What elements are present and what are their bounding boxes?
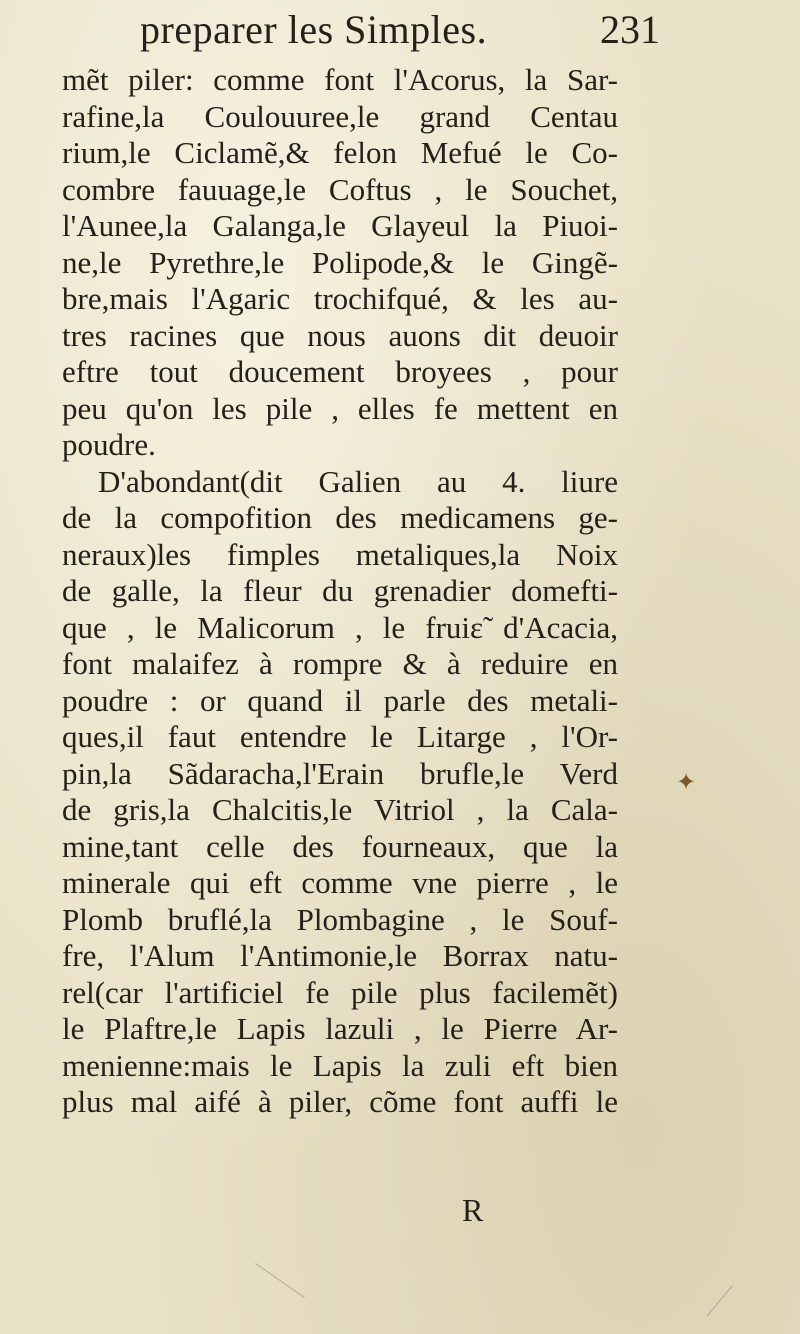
text-line: fre, l'Alum l'Antimonie,le Borrax natu- [62,938,618,973]
signature-mark: R [462,1192,484,1228]
text-line: ques,il faut entendre le Litarge , l'Or- [62,719,618,754]
text-line: l'Aunee,la Galanga,le Glayeul la Piuoi- [62,208,618,243]
text-line: eftre tout doucement broyees , pour [62,354,618,389]
text-line: rium,le Ciclamẽ,& felon Mefué le Co- [62,135,618,170]
text-line: mẽt piler: comme font l'Acorus, la Sar- [62,62,618,97]
text-line: le Plaftre,le Lapis lazuli , le Pierre Ar- [62,1011,618,1046]
text-line: menienne:mais le Lapis la zuli eft bien [62,1047,618,1083]
text-line: peu qu'on les pile , elles fe mettent en [62,390,618,426]
text-line: poudre. [62,427,156,462]
text-line: font malaifez à rompre & à reduire en [62,646,618,681]
text-line: plus mal aifé à piler, cõme font auffi le [62,1084,618,1119]
text-line: tres racines que nous auons dit deuoir [62,317,618,353]
running-title: preparer les Simples. [140,7,488,52]
text-line: bre,mais l'Agaric trochifqué, & les au- [62,281,618,316]
page-number: 231 [600,7,660,52]
text-line: ne,le Pyrethre,le Polipode,& le Gingẽ- [62,244,618,280]
text-line: rafine,la Coulouuree,le grand Centau [62,98,618,134]
page-header [140,6,660,54]
text-line: que , le Malicorum , le fruiɛ̃ d'Acacia, [62,609,618,645]
text-line: poudre : or quand il parle des metali- [62,682,618,718]
text-line: combre fauuage,le Coftus , le Souchet, [62,171,618,207]
text-line: D'abondant(dit Galien au 4. liure [98,463,618,499]
text-line: minerale qui eft comme vne pierre , le [62,865,618,900]
paper-crease [707,1285,733,1316]
text-line: de galle, la fleur du grenadier domefti- [62,573,618,608]
text-line: de gris,la Chalcitis,le Vitriol , la Cala- [62,792,618,827]
text-line: rel(car l'artificiel fe pile plus facilemẽt) [62,974,618,1010]
text-line: de la compofition des medicamens ge- [62,500,618,535]
text-line: mine,tant celle des fourneaux, que la [62,828,618,864]
text-line: pin,la Sãdaracha,l'Erain brufle,le Verd [62,755,618,791]
margin-ink-mark: ✦ [676,768,697,796]
paper-crease [255,1263,305,1298]
text-line: neraux)les fimples metaliques,la Noix [62,536,618,572]
body-text [62,62,618,1121]
text-line: Plomb bruflé,la Plombagine , le Souf- [62,901,618,937]
